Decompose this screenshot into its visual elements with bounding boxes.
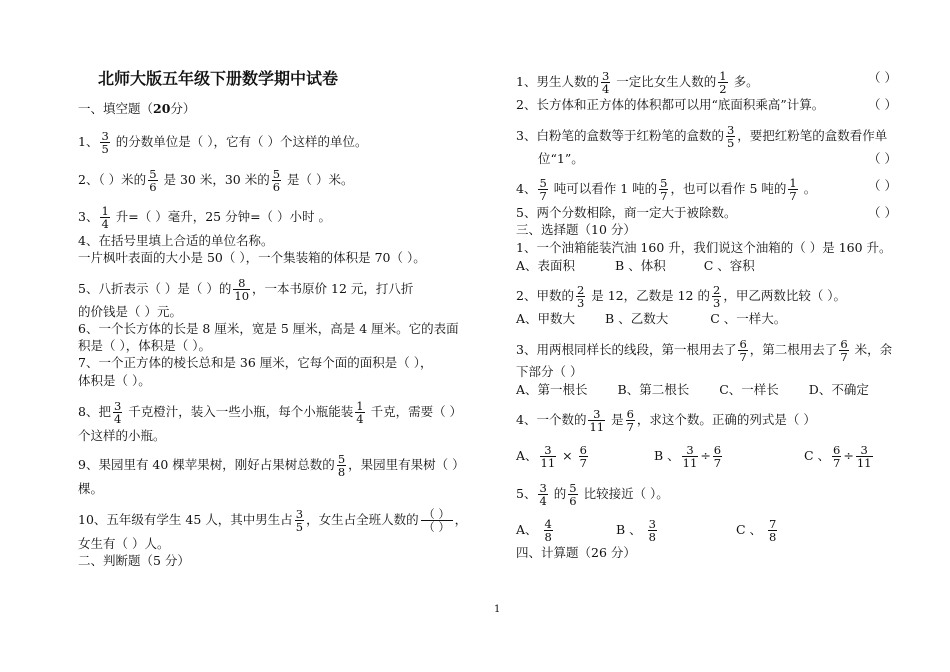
section-judge-heading: 二、判断题（5 分） <box>78 553 190 568</box>
fill-q5: 5、八折表示（ ）是（ ）的 $\frac{8}{10}$ ，一本书原价 12 元，打八折 <box>78 276 414 303</box>
choice-q3: 3、用两根同样长的线段，第一根用去了 $\frac{6}{7}$ ，第二根用去了 $\frac{6}{7}$ 米，余 <box>516 337 893 364</box>
choice-q3-option-a: A、第一根长 <box>516 382 588 397</box>
choice-q5-option-c: C 、 $\frac{7}{8}$ <box>736 517 777 544</box>
fill-q10-line2: 女生有（ ）人。 <box>78 536 170 551</box>
section-choice-heading: 三、选择题（10 分） <box>516 222 636 237</box>
choice-q5-option-a: A、 $\frac{4}{8}$ <box>516 517 552 544</box>
judge-q4: 4、 $\frac{5}{7}$ 吨可以看作 1 吨的 $\frac{5}{7}$ ，也可以看作 5 吨的 $\frac{1}{7}$ 。 <box>516 176 817 203</box>
section-fill-heading: 一、填空题（20分） <box>78 101 196 116</box>
fill-q7-line1: 7、一个正方体的棱长总和是 36 厘米，它每个面的面积是（ ）， <box>78 355 433 370</box>
choice-q5: 5、 $\frac{3}{4}$ 的 $\frac{5}{6}$ 比较接近（ ）。 <box>516 481 669 508</box>
fill-q4-line1: 4、在括号里填上合适的单位名称。 <box>78 233 274 248</box>
judge-q4-answer: （ ） <box>868 178 897 193</box>
choice-q3-option-d: D、不确定 <box>808 382 869 397</box>
choice-q1: 1、一个油箱能装汽油 160 升，我们说这个油箱的（ ）是 160 升。 <box>516 240 892 255</box>
choice-q2-options <box>516 311 786 327</box>
choice-q4-option-a: A、 $\frac{3}{11}$ × $\frac{6}{7}$ <box>516 443 587 470</box>
fill-q6-line1: 6、一个长方体的长是 8 厘米，宽是 5 厘米，高是 4 厘米。它的表面 <box>78 321 459 336</box>
judge-q2: 2、长方体和正方体的体积都可以用“底面积乘高”计算。 <box>516 97 825 112</box>
choice-q3-option-c: C、一样长 <box>719 382 779 397</box>
judge-q2-answer: （ ） <box>868 97 897 112</box>
fill-q6-line2: 积是（ ），体积是（ ）。 <box>78 338 211 353</box>
fill-q8: 8、把 $\frac{3}{4}$ 千克橙汁，装入一些小瓶，每个小瓶能装 $\frac{1}{4}$ 千克，需要（ ） <box>78 399 463 426</box>
judge-q3-answer: （ ） <box>868 151 897 166</box>
fill-q9: 9、果园里有 40 棵苹果树，刚好占果树总数的 $\frac{5}{8}$ ，果园里有果树（ ） <box>78 452 465 479</box>
judge-q5-answer: （ ） <box>868 205 897 220</box>
fill-q10: 10、五年级有学生 45 人，其中男生占 $\frac{3}{5}$ ，女生占全班人数的 $\frac{( )}{( )}$ ， <box>78 507 468 534</box>
fill-q1: 1、 $\frac{3}{5}$ 的分数单位是（ ），它有（ ）个这样的单位。 <box>78 129 368 156</box>
page-title: 北师大版五年级下册数学期中试卷 <box>98 69 339 88</box>
judge-q3: 3、白粉笔的盒数等于红粉笔的盒数的 $\frac{3}{5}$ ，要把红粉笔的盒数看作单 <box>516 123 888 150</box>
judge-q3-line2: 位“1”。 <box>538 151 584 166</box>
choice-q2-option-a: A、甲数大 <box>516 311 576 326</box>
fill-q8-line2: 个这样的小瓶。 <box>78 428 166 443</box>
fill-q5-line2: 的价钱是（ ）元。 <box>78 304 182 319</box>
fill-q2: 2、（ ）米的 $\frac{5}{6}$ 是 30 米，30 米的 $\frac{5}{6}$ 是（ ）米。 <box>78 167 354 194</box>
choice-q2: 2、甲数的 $\frac{2}{3}$ 是 12，乙数是 12 的 $\frac{2}{3}$ ，甲乙两数比较（ ）。 <box>516 283 847 310</box>
fill-q4-line2: 一片枫叶表面的大小是 50（ ），一个集装箱的体积是 70（ ）。 <box>78 250 426 265</box>
fill-q9-line2: 棵。 <box>78 481 104 496</box>
judge-q5: 5、两个分数相除，商一定大于被除数。 <box>516 205 737 220</box>
choice-q2-option-b: B 、乙数大 <box>605 311 669 326</box>
choice-q1-option-c: C 、容积 <box>703 258 755 273</box>
section-calc-heading: 四、计算题（26 分） <box>516 545 636 560</box>
page-number: 1 <box>494 604 501 615</box>
choice-q3-option-b: B、第二根长 <box>617 382 690 397</box>
choice-q1-option-b: B 、体积 <box>615 258 666 273</box>
judge-q1-answer: （ ） <box>868 70 897 85</box>
choice-q4-option-c: C 、 $\frac{6}{7}$ ÷ $\frac{3}{11}$ <box>804 443 872 470</box>
choice-q1-options <box>516 258 755 274</box>
choice-q3-options <box>516 382 869 398</box>
choice-q1-option-a: A、表面积 <box>516 258 576 273</box>
fill-q3: 3、 $\frac{1}{4}$ 升=（ ）毫升，25 分钟=（ ）小时 。 <box>78 204 332 231</box>
choice-q4: 4、一个数的 $\frac{3}{11}$ 是 $\frac{6}{7}$ ，求这个数。正确的列式是（ ） <box>516 407 816 434</box>
judge-q1: 1、男生人数的 $\frac{3}{4}$ 一定比女生人数的 $\frac{1}{2}$ 多。 <box>516 69 759 96</box>
choice-q5-option-b: B 、 $\frac{3}{8}$ <box>616 517 656 544</box>
choice-q2-option-c: C 、一样大。 <box>710 311 787 326</box>
fill-q7-line2: 体积是（ ）。 <box>78 373 151 388</box>
choice-q4-option-b: B 、 $\frac{3}{11}$ ÷ $\frac{6}{7}$ <box>654 443 722 470</box>
choice-q3-line2: 下部分（ ） <box>516 364 583 379</box>
